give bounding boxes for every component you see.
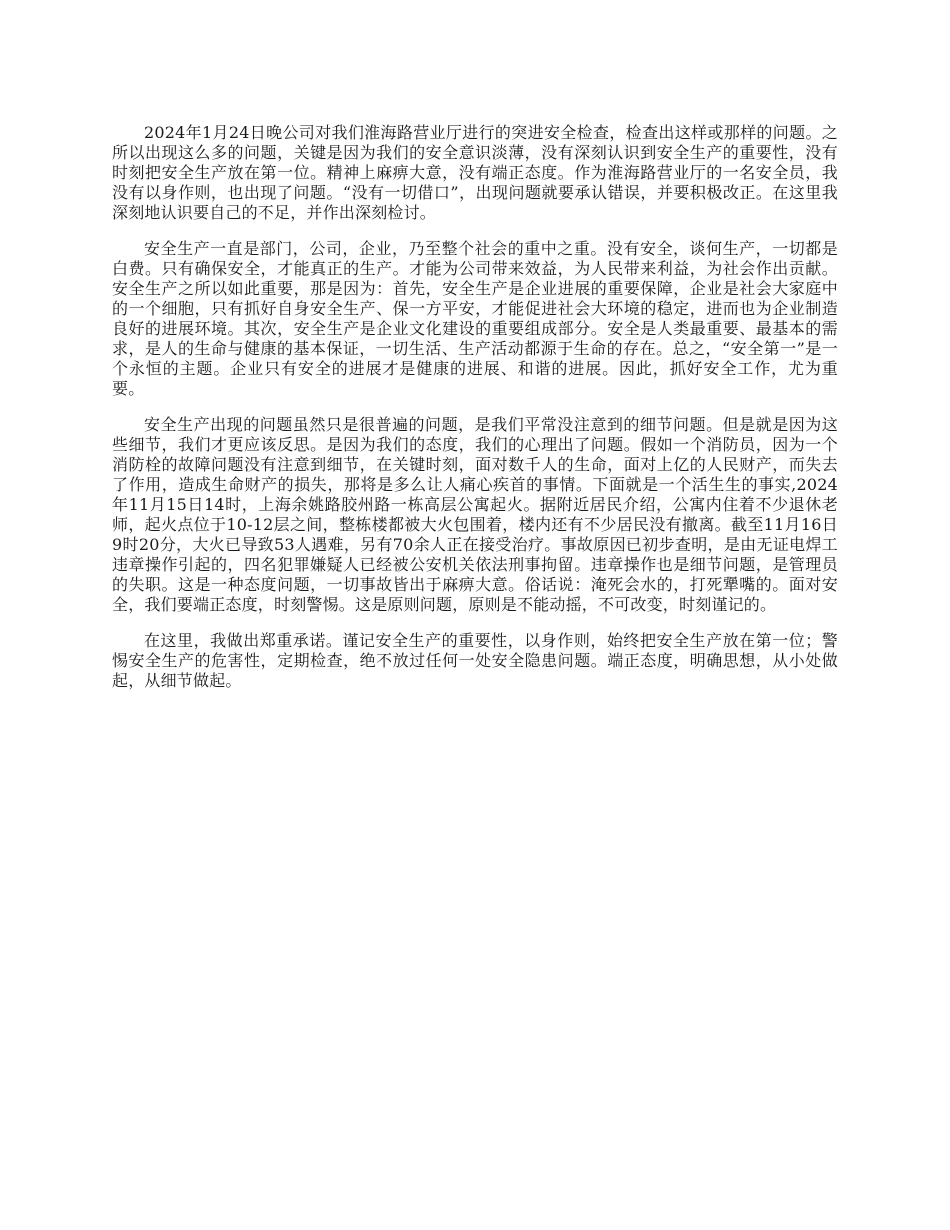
paragraph-importance-of-safety: 安全生产一直是部门，公司，企业，乃至整个社会的重中之重。没有安全，谈何生产，一切都是白费。只有确保安全，才能真正的生产。才能为公司带来效益，为人民带来利益，为社会作出贡献。安全生产之所以如此重要，那是因为：首先，安全生产是企业进展的重要保障，企业是社会大家庭中的一个细胞，只有抓好自身安全生产、保一方平安，才能促进社会大环境的稳定，进而也为企业制造良好的进展环境。其次，安全生产是企业文化建设的重要组成部分。安全是人类最重要、最基本的需求，是人的生命与健康的基本保证，一切生活、生产活动都源于生命的存在。总之，“安全第一”是一个永恒的主题。企业只有安全的进展才是健康的进展、和谐的进展。因此，抓好安全工作，尤为重要。 [112, 239, 838, 398]
paragraph-incident-report: 2024年1月24日晚公司对我们淮海路营业厅进行的突进安全检查，检查出这样或那样的问题。之所以出现这么多的问题，关键是因为我们的安全意识淡薄，没有深刻认识到安全生产的重要性，没有时刻把安全生产放在第一位。精神上麻痹大意，没有端正态度。作为淮海路营业厅的一名安全员，我没有以身作则，也出现了问题。“没有一切借口”，出现问题就要承认错误，并要积极改正。在这里我深刻地认识要自己的不足，并作出深刻检讨。 [112, 123, 838, 222]
paragraph-commitment: 在这里，我做出郑重承诺。谨记安全生产的重要性，以身作则，始终把安全生产放在第一位；警惕安全生产的危害性，定期检查，绝不放过任何一处安全隐患问题。端正态度，明确思想，从小处做起，从细节做起。 [112, 631, 838, 690]
paragraph-details-and-fire-case: 安全生产出现的问题虽然只是很普遍的问题，是我们平常没注意到的细节问题。但是就是因为这些细节，我们才更应该反思。是因为我们的态度，我们的心理出了问题。假如一个消防员，因为一个消防栓的故障问题没有注意到细节，在关键时刻，面对数千人的生命，面对上亿的人民财产，而失去了作用，造成生命财产的损失，那将是多么让人痛心疾首的事情。下面就是一个活生生的事实,2024年11月15日14时，上海余姚路胶州路一栋高层公寓起火。据附近居民介绍，公寓内住着不少退休老师，起火点位于10-12层之间，整栋楼都被大火包围着，楼内还有不少居民没有撤离。截至11月16日9时20分，大火已导致53人遇难，另有70余人正在接受治疗。事故原因已初步查明，是由无证电焊工违章操作引起的，四名犯罪嫌疑人已经被公安机关依法刑事拘留。违章操作也是细节问题，是管理员的失职。这是一种态度问题，一切事故皆出于麻痹大意。俗话说：淹死会水的，打死犟嘴的。面对安全，我们要端正态度，时刻警惕。这是原则问题，原则是不能动摇，不可改变，时刻谨记的。 [112, 415, 838, 614]
document-page [112, 123, 838, 707]
